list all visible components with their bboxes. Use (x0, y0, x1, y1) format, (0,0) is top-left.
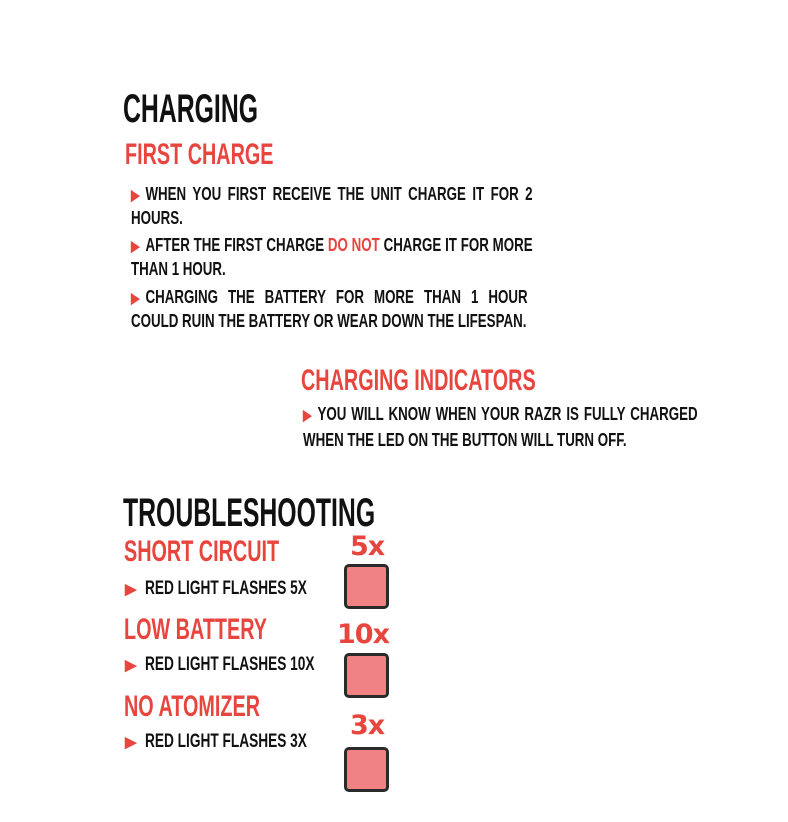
first-charge-item-3 (131, 286, 528, 332)
do-not-emphasis: DO NOT (327, 235, 380, 255)
charging-title: CHARGING (123, 87, 259, 131)
first-charge-item-1 (131, 183, 533, 229)
first-charge-item-2-text: AFTER THE FIRST CHARGE (145, 235, 328, 255)
low-battery-count: 10x (337, 619, 389, 650)
low-battery-text: RED LIGHT FLASHES 10X (144, 654, 315, 675)
no-atomizer-count: 3x (350, 710, 385, 741)
first-charge-heading: FIRST CHARGE (125, 138, 274, 171)
triangle-right-icon: ▶ (131, 290, 140, 307)
first-charge-item-3-text: CHARGING THE BATTERY FOR MORE THAN 1 HOUR COULD RUIN THE BATTERY OR WEAR DOWN THE LIFESPAN. (131, 287, 528, 331)
triangle-right-icon: ▶ (131, 238, 140, 255)
first-charge-item-1-text: WHEN YOU FIRST RECEIVE THE UNIT CHARGE IT FOR 2 HOURS. (131, 184, 533, 228)
led-square-icon (344, 653, 389, 698)
short-circuit-text: RED LIGHT FLASHES 5X (144, 578, 307, 599)
first-charge-item-2 (131, 234, 533, 280)
no-atomizer-heading: NO ATOMIZER (124, 690, 261, 723)
no-atomizer-item (125, 732, 369, 753)
triangle-right-icon: ▶ (131, 187, 140, 204)
led-square-icon (344, 564, 389, 609)
low-battery-heading: LOW BATTERY (124, 613, 267, 646)
charging-indicators-heading: CHARGING INDICATORS (301, 364, 536, 397)
triangle-right-icon: ▶ (125, 581, 137, 598)
short-circuit-item (125, 579, 369, 600)
triangle-right-icon: ▶ (303, 407, 312, 424)
led-square-icon (344, 747, 389, 792)
triangle-right-icon: ▶ (125, 657, 137, 674)
no-atomizer-text: RED LIGHT FLASHES 3X (144, 731, 307, 752)
short-circuit-count: 5x (350, 531, 385, 562)
charging-indicators-text: YOU WILL KNOW WHEN YOUR RAZR IS FULLY CHARGED WHEN THE LED ON THE BUTTON WILL TURN OFF. (303, 404, 698, 450)
triangle-right-icon: ▶ (125, 734, 137, 751)
troubleshooting-title: TROUBLESHOOTING (123, 491, 376, 535)
first-charge-item-2-text-end: CHARGE IT FOR MORE THAN 1 HOUR. (131, 235, 533, 279)
short-circuit-heading: SHORT CIRCUIT (124, 535, 280, 568)
low-battery-item (125, 655, 380, 676)
charging-indicators-item (303, 402, 698, 453)
